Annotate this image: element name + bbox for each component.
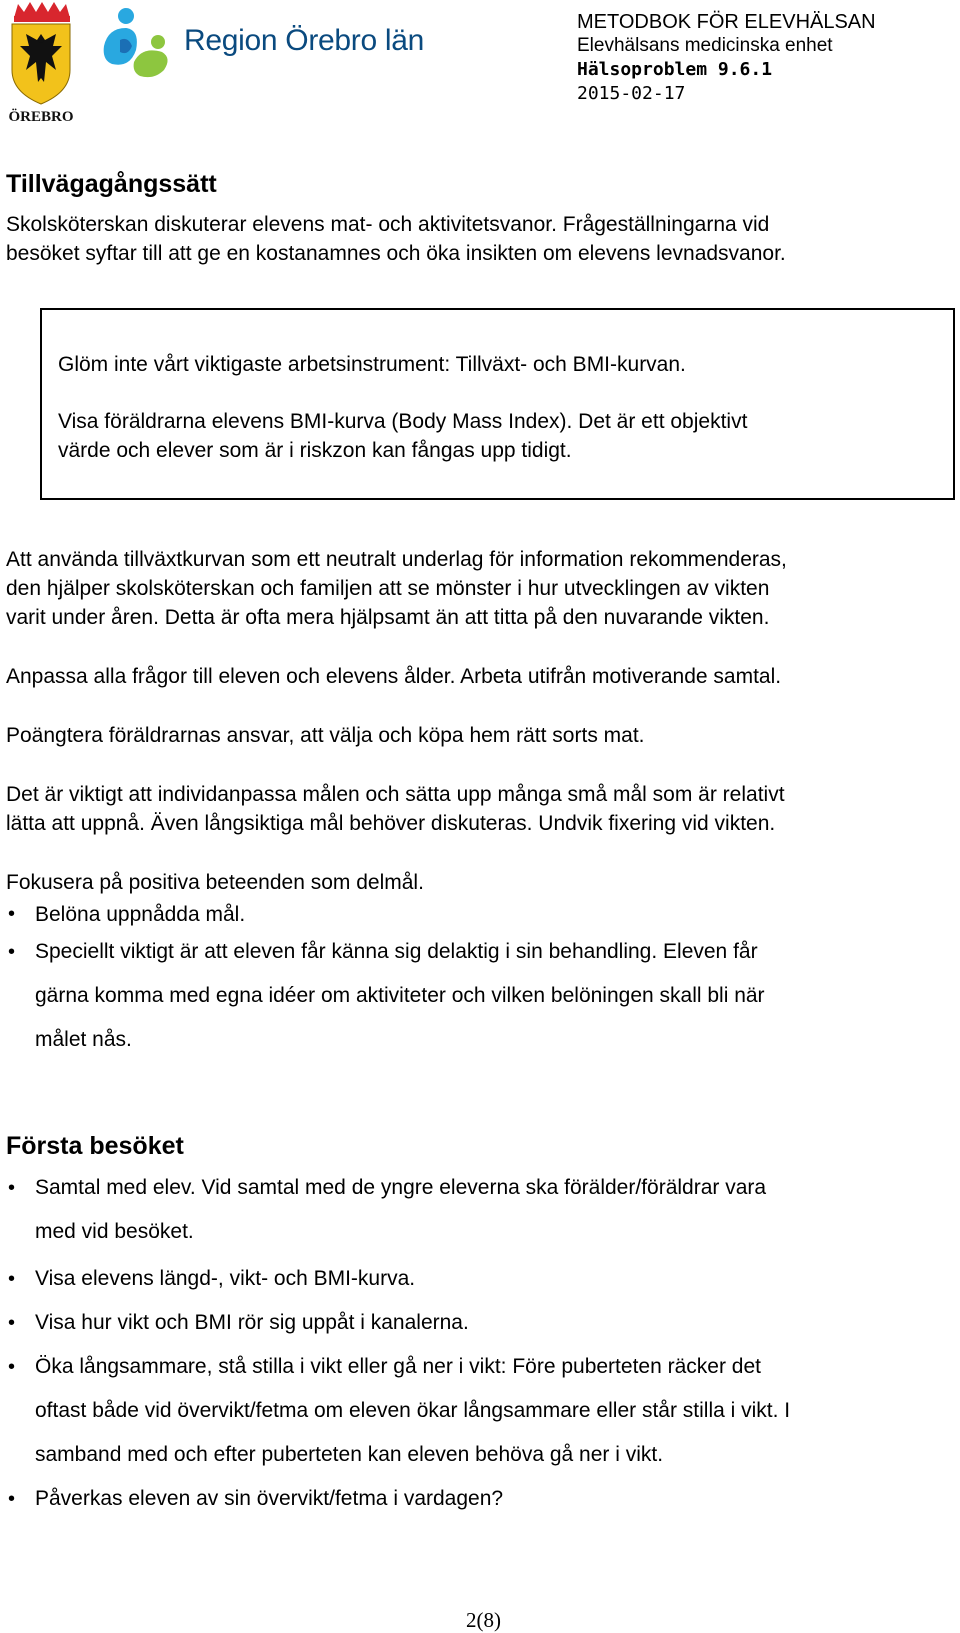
list-item: • Belöna uppnådda mål.: [6, 900, 765, 929]
para2: Anpassa alla frågor till eleven och elevens ålder. Arbeta utifrån motiverande samtal.: [6, 665, 782, 688]
meta-title: METODBOK FÖR ELEVHÄLSAN: [577, 11, 876, 33]
para5: Fokusera på positiva beteenden som delmål.: [6, 871, 424, 894]
page-number: 2(8): [466, 1608, 501, 1632]
orebro-coat-of-arms-logo: [4, 0, 78, 126]
list-item: • Speciellt viktigt är att eleven får känna sig delaktig i sin behandling. Eleven får gärna komma med egna idéer om aktiviteter och vilken belöningen skall bli när målet nås.: [6, 930, 765, 1062]
para1-line-1: Att använda tillväxtkurvan som ett neutralt underlag för information rekommenderas,: [6, 548, 787, 571]
highlight-box: [40, 308, 955, 500]
para1-line-2: den hjälper skolsköterskan och familjen att se mönster i hur utvecklingen av vikten: [6, 577, 770, 600]
heading-forsta-besoket: Första besöket: [6, 1132, 184, 1160]
region-orebro-logo: [98, 6, 498, 82]
heading-tillvagagangssatt: Tillvägagångssätt: [6, 170, 217, 198]
para4-line-2: lätta att uppnå. Även långsiktiga mål behöver diskuteras. Undvik fixering vid vikten.: [6, 812, 776, 835]
forsta-besoket-bullet-list: [6, 1166, 790, 1521]
intro-line-2: besöket syftar till att ge en kostanamnes och öka insikten om elevens levnadsvanor.: [6, 242, 786, 265]
meta-section: Hälsoproblem 9.6.1: [577, 59, 773, 80]
list-item: • Påverkas eleven av sin övervikt/fetma i vardagen?: [6, 1477, 790, 1521]
region-logo-mark-icon: [98, 6, 178, 82]
box-line-2: Visa föräldrarna elevens BMI-kurva (Body Mass Index). Det är ett objektivt: [58, 410, 748, 433]
list-item: • Öka långsammare, stå stilla i vikt eller gå ner i vikt: Före puberteten räcker det oftast både vid övervikt/fetma om eleven ökar långsammare eller står stilla i vikt. I samband med och efter puberteten kan eleven behöva gå ner i vikt.: [6, 1345, 790, 1477]
meta-date: 2015-02-17: [577, 83, 686, 104]
list-item: • Visa hur vikt och BMI rör sig uppåt i kanalerna.: [6, 1301, 790, 1345]
intro-line-1: Skolsköterskan diskuterar elevens mat- och aktivitetsvanor. Frågeställningarna vid: [6, 213, 770, 236]
tillvagagangssatt-bullet-list: [6, 900, 765, 1062]
box-line-1: Glöm inte vårt viktigaste arbetsinstrument: Tillväxt- och BMI-kurvan.: [58, 353, 686, 376]
logo-city-text: ÖREBRO: [8, 109, 74, 125]
list-item: • Samtal med elev. Vid samtal med de yngre eleverna ska förälder/föräldrar vara med vid besöket.: [6, 1166, 790, 1254]
para4-line-1: Det är viktigt att individanpassa målen och sätta upp många små mål som är relativt: [6, 783, 785, 806]
meta-unit: Elevhälsans medicinska enhet: [577, 35, 833, 56]
box-line-3: värde och elever som är i riskzon kan fångas upp tidigt.: [58, 439, 572, 462]
document-header-meta: [577, 10, 876, 106]
list-item: • Visa elevens längd-, vikt- och BMI-kurva.: [6, 1257, 790, 1301]
region-logo-text: Region Örebro län: [184, 24, 425, 57]
para3: Poängtera föräldrarnas ansvar, att välja och köpa hem rätt sorts mat.: [6, 724, 645, 747]
para1-line-3: varit under åren. Detta är ofta mera hjälpsamt än att titta på den nuvarande vikten.: [6, 606, 770, 629]
